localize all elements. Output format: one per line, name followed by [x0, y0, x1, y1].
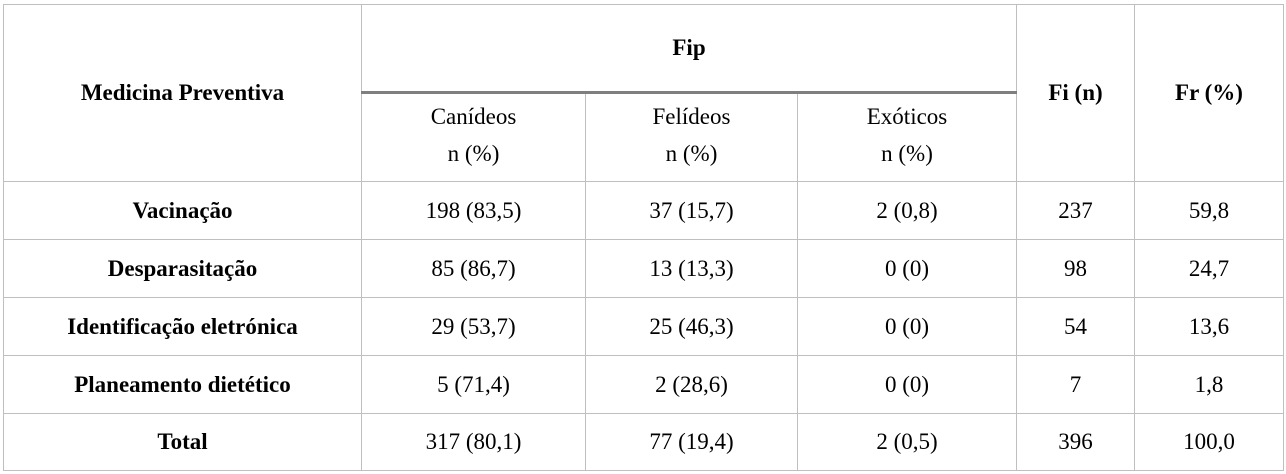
table-row-total [4, 414, 1284, 471]
header-group-fip: Fip [362, 5, 1017, 93]
table-row [4, 298, 1284, 356]
cell-fi: 237 [1017, 182, 1135, 240]
cell-exoticos: 2 (0,5) [798, 414, 1017, 471]
cell-fr: 100,0 [1135, 414, 1284, 471]
cell-felideos: 77 (19,4) [586, 414, 798, 471]
cell-exoticos: 0 (0) [798, 298, 1017, 356]
cell-exoticos: 2 (0,8) [798, 182, 1017, 240]
cell-canideos: 5 (71,4) [362, 356, 586, 414]
row-label: Vacinação [4, 182, 362, 240]
cell-canideos: 198 (83,5) [362, 182, 586, 240]
preventive-medicine-table [3, 4, 1284, 471]
subheader-felideos [586, 93, 798, 182]
row-label: Total [4, 414, 362, 471]
header-fi: Fi (n) [1017, 5, 1135, 182]
cell-canideos: 85 (86,7) [362, 240, 586, 298]
cell-fi: 7 [1017, 356, 1135, 414]
subheader-canideos-unit: n (%) [447, 141, 500, 166]
table-row [4, 240, 1284, 298]
cell-felideos: 13 (13,3) [586, 240, 798, 298]
cell-felideos: 2 (28,6) [586, 356, 798, 414]
cell-fr: 24,7 [1135, 240, 1284, 298]
cell-felideos: 37 (15,7) [586, 182, 798, 240]
cell-fr: 1,8 [1135, 356, 1284, 414]
row-label: Identificação eletrónica [4, 298, 362, 356]
header-fr: Fr (%) [1135, 5, 1284, 182]
table-container [3, 4, 1283, 470]
subheader-exoticos-unit: n (%) [881, 141, 933, 166]
subheader-felideos-unit: n (%) [665, 141, 718, 166]
cell-fi: 396 [1017, 414, 1135, 471]
subheader-canideos [362, 93, 586, 182]
cell-fr: 59,8 [1135, 182, 1284, 240]
cell-exoticos: 0 (0) [798, 356, 1017, 414]
row-label: Planeamento dietético [4, 356, 362, 414]
cell-fr: 13,6 [1135, 298, 1284, 356]
subheader-canideos-name: Canídeos [430, 104, 517, 129]
cell-exoticos: 0 (0) [798, 240, 1017, 298]
table-row [4, 356, 1284, 414]
table-row [4, 182, 1284, 240]
cell-fi: 98 [1017, 240, 1135, 298]
subheader-exoticos-name: Exóticos [866, 104, 948, 129]
subheader-exoticos [798, 93, 1017, 182]
cell-canideos: 317 (80,1) [362, 414, 586, 471]
row-label: Desparasitação [4, 240, 362, 298]
header-row-label: Medicina Preventiva [4, 5, 362, 182]
subheader-felideos-name: Felídeos [652, 104, 731, 129]
cell-canideos: 29 (53,7) [362, 298, 586, 356]
cell-felideos: 25 (46,3) [586, 298, 798, 356]
cell-fi: 54 [1017, 298, 1135, 356]
